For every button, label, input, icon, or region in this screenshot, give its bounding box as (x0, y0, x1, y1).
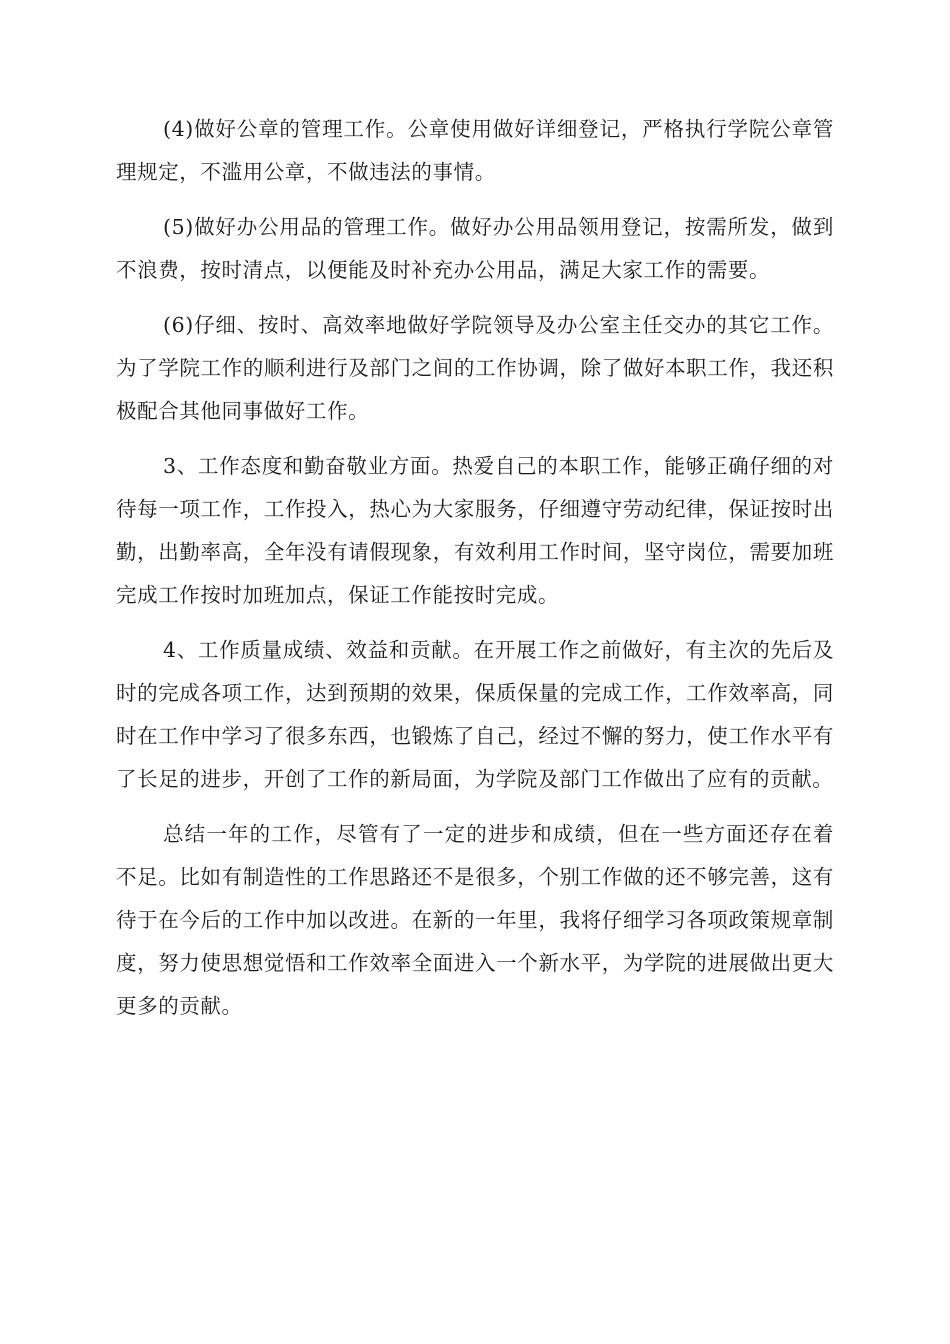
document-page (116, 108, 834, 1040)
paragraph-work-attitude: 3、工作态度和勤奋敬业方面。热爱自己的本职工作，能够正确仔细的对待每一项工作，工作投入，热心为大家服务，仔细遵守劳动纪律，保证按时出勤，出勤率高，全年没有请假现象，有效利用工作时间，坚守岗位，需要加班完成工作按时加班加点，保证工作能按时完成。 (116, 454, 834, 607)
paragraph-assigned-tasks: (6)仔细、按时、高效率地做好学院领导及办公室主任交办的其它工作。为了学院工作的顺利进行及部门之间的工作协调，除了做好本职工作，我还积极配合其他同事做好工作。 (116, 313, 834, 423)
paragraph-work-quality: 4、工作质量成绩、效益和贡献。在开展工作之前做好，有主次的先后及时的完成各项工作，达到预期的效果，保质保量的完成工作，工作效率高，同时在工作中学习了很多东西，也锻炼了自己，经过不懈的努力，使工作水平有了长足的进步，开创了工作的新局面，为学院及部门工作做出了应有的贡献。 (116, 638, 834, 791)
paragraph-seal-management: (4)做好公章的管理工作。公章使用做好详细登记，严格执行学院公章管理规定，不滥用公章，不做违法的事情。 (116, 117, 834, 184)
paragraph-office-supplies: (5)做好办公用品的管理工作。做好办公用品领用登记，按需所发，做到不浪费，按时清点，以便能及时补充办公用品，满足大家工作的需要。 (116, 215, 834, 282)
paragraph-summary: 总结一年的工作，尽管有了一定的进步和成绩，但在一些方面还存在着不足。比如有制造性的工作思路还不是很多，个别工作做的还不够完善，这有待于在今后的工作中加以改进。在新的一年里，我将仔细学习各项政策规章制度，努力使思想觉悟和工作效率全面进入一个新水平，为学院的进展做出更大更多的贡献。 (116, 822, 834, 1018)
